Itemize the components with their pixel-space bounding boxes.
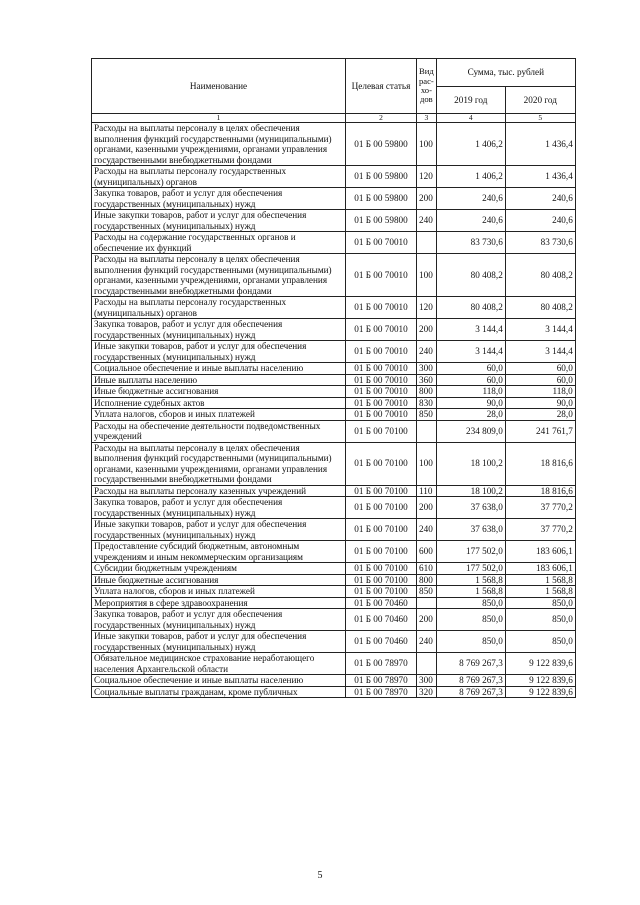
column-index: 2 — [346, 114, 417, 123]
row-name: Обязательное медицинское страхование неработающего населения Архангельской области — [92, 653, 346, 675]
row-amount-2020: 240,6 — [505, 210, 575, 232]
row-amount-2020: 9 122 839,6 — [505, 653, 575, 675]
table-row — [92, 188, 576, 210]
row-vid: 200 — [417, 188, 437, 210]
table-row — [92, 363, 576, 375]
row-amount-2020: 240,6 — [505, 188, 575, 210]
column-index-row — [92, 114, 576, 123]
row-amount-2020: 3 144,4 — [505, 341, 575, 363]
page-number: 5 — [317, 870, 323, 881]
row-amount-2020: 850,0 — [505, 597, 575, 609]
table-row — [92, 519, 576, 541]
table-row — [92, 297, 576, 319]
row-amount-2019: 3 144,4 — [436, 319, 505, 341]
table-row — [92, 574, 576, 586]
row-vid: 100 — [417, 123, 437, 166]
row-amount-2020: 60,0 — [505, 363, 575, 375]
row-amount-2019: 850,0 — [436, 597, 505, 609]
table-row — [92, 232, 576, 254]
row-code: 01 Б 00 70010 — [346, 254, 417, 297]
row-vid — [417, 653, 437, 675]
row-amount-2020: 850,0 — [505, 631, 575, 653]
row-name: Исполнение судебных актов — [92, 397, 346, 409]
row-code: 01 Б 00 59800 — [346, 166, 417, 188]
row-vid: 100 — [417, 254, 437, 297]
row-amount-2019: 8 769 267,3 — [436, 675, 505, 687]
row-code: 01 Б 00 70010 — [346, 363, 417, 375]
row-amount-2019: 240,6 — [436, 210, 505, 232]
row-vid — [417, 420, 437, 442]
row-code: 01 Б 00 70010 — [346, 386, 417, 398]
row-vid — [417, 597, 437, 609]
row-code: 01 Б 00 70010 — [346, 341, 417, 363]
row-code: 01 Б 00 70010 — [346, 409, 417, 421]
table-row — [92, 442, 576, 485]
row-vid: 610 — [417, 563, 437, 575]
row-vid: 320 — [417, 686, 437, 698]
row-amount-2019: 60,0 — [436, 363, 505, 375]
table-row — [92, 631, 576, 653]
row-code: 01 Б 00 70460 — [346, 631, 417, 653]
row-vid: 100 — [417, 442, 437, 485]
row-name: Уплата налогов, сборов и иных платежей — [92, 586, 346, 598]
row-amount-2020: 60,0 — [505, 374, 575, 386]
row-amount-2019: 118,0 — [436, 386, 505, 398]
row-vid: 800 — [417, 386, 437, 398]
row-amount-2019: 240,6 — [436, 188, 505, 210]
row-code: 01 Б 00 70010 — [346, 319, 417, 341]
table-row — [92, 586, 576, 598]
row-amount-2020: 37 770,2 — [505, 519, 575, 541]
row-vid: 200 — [417, 319, 437, 341]
row-vid: 200 — [417, 497, 437, 519]
row-name: Закупка товаров, работ и услуг для обеспечения государственных (муниципальных) нужд — [92, 188, 346, 210]
header-vid: Вид рас-хо-дов — [417, 59, 437, 114]
row-code: 01 Б 00 70100 — [346, 586, 417, 598]
table-row — [92, 541, 576, 563]
row-vid: 800 — [417, 574, 437, 586]
row-vid: 120 — [417, 297, 437, 319]
table-row — [92, 675, 576, 687]
row-code: 01 Б 00 70100 — [346, 563, 417, 575]
table-row — [92, 386, 576, 398]
row-amount-2019: 177 502,0 — [436, 541, 505, 563]
row-vid: 110 — [417, 485, 437, 497]
row-amount-2019: 1 406,2 — [436, 123, 505, 166]
row-code: 01 Б 00 70010 — [346, 374, 417, 386]
row-amount-2020: 83 730,6 — [505, 232, 575, 254]
row-name: Социальное обеспечение и иные выплаты населению — [92, 675, 346, 687]
row-code: 01 Б 00 70100 — [346, 541, 417, 563]
row-name: Иные закупки товаров, работ и услуг для обеспечения государственных (муниципальных) нужд — [92, 210, 346, 232]
row-amount-2019: 8 769 267,3 — [436, 686, 505, 698]
row-amount-2020: 28,0 — [505, 409, 575, 421]
row-amount-2020: 37 770,2 — [505, 497, 575, 519]
row-amount-2019: 18 100,2 — [436, 485, 505, 497]
table-row — [92, 123, 576, 166]
row-code: 01 Б 00 70010 — [346, 297, 417, 319]
row-amount-2020: 850,0 — [505, 609, 575, 631]
table-row — [92, 397, 576, 409]
header-year-2020: 2020 год — [505, 87, 575, 114]
row-name: Социальное обеспечение и иные выплаты населению — [92, 363, 346, 375]
row-amount-2019: 60,0 — [436, 374, 505, 386]
header-code: Целевая статья — [346, 59, 417, 114]
table-row — [92, 609, 576, 631]
row-amount-2020: 1 436,4 — [505, 123, 575, 166]
row-amount-2020: 183 606,1 — [505, 541, 575, 563]
header-year-2019: 2019 год — [436, 87, 505, 114]
row-name: Закупка товаров, работ и услуг для обеспечения государственных (муниципальных) нужд — [92, 497, 346, 519]
row-amount-2020: 118,0 — [505, 386, 575, 398]
row-amount-2020: 90,0 — [505, 397, 575, 409]
row-amount-2019: 850,0 — [436, 631, 505, 653]
row-name: Закупка товаров, работ и услуг для обеспечения государственных (муниципальных) нужд — [92, 609, 346, 631]
row-vid: 240 — [417, 210, 437, 232]
row-code: 01 Б 00 59800 — [346, 210, 417, 232]
row-amount-2019: 28,0 — [436, 409, 505, 421]
row-name: Уплата налогов, сборов и иных платежей — [92, 409, 346, 421]
row-amount-2020: 18 816,6 — [505, 485, 575, 497]
row-code: 01 Б 00 70100 — [346, 574, 417, 586]
column-index: 4 — [436, 114, 505, 123]
row-name: Иные бюджетные ассигнования — [92, 386, 346, 398]
row-code: 01 Б 00 78970 — [346, 675, 417, 687]
table-row — [92, 485, 576, 497]
row-vid: 240 — [417, 341, 437, 363]
row-amount-2019: 1 568,8 — [436, 586, 505, 598]
row-vid: 120 — [417, 166, 437, 188]
table-row — [92, 166, 576, 188]
row-amount-2020: 1 568,8 — [505, 586, 575, 598]
table-row — [92, 597, 576, 609]
row-vid: 850 — [417, 409, 437, 421]
row-code: 01 Б 00 70100 — [346, 420, 417, 442]
row-code: 01 Б 00 78970 — [346, 653, 417, 675]
table-header — [92, 59, 576, 123]
row-amount-2020: 80 408,2 — [505, 297, 575, 319]
row-amount-2020: 241 761,7 — [505, 420, 575, 442]
row-code: 01 Б 00 70100 — [346, 442, 417, 485]
row-code: 01 Б 00 78970 — [346, 686, 417, 698]
row-vid — [417, 232, 437, 254]
header-sum: Сумма, тыс. рублей — [436, 59, 575, 87]
table-row — [92, 497, 576, 519]
row-code: 01 Б 00 70100 — [346, 497, 417, 519]
row-name: Расходы на выплаты персоналу в целях обеспечения выполнения функций государственными (муниципальными) органами, казенными учреждениями, органами управления государственными внебюджетными фондами — [92, 123, 346, 166]
row-vid: 300 — [417, 363, 437, 375]
row-name: Расходы на выплаты персоналу государственных (муниципальных) органов — [92, 297, 346, 319]
row-code: 01 Б 00 59800 — [346, 188, 417, 210]
row-amount-2019: 90,0 — [436, 397, 505, 409]
budget-table — [91, 58, 576, 698]
row-name: Иные закупки товаров, работ и услуг для обеспечения государственных (муниципальных) нужд — [92, 341, 346, 363]
row-amount-2019: 234 809,0 — [436, 420, 505, 442]
row-name: Иные бюджетные ассигнования — [92, 574, 346, 586]
row-amount-2020: 183 606,1 — [505, 563, 575, 575]
row-amount-2020: 18 816,6 — [505, 442, 575, 485]
row-name: Иные закупки товаров, работ и услуг для обеспечения государственных (муниципальных) нужд — [92, 519, 346, 541]
table-row — [92, 341, 576, 363]
row-name: Расходы на выплаты персоналу государственных (муниципальных) органов — [92, 166, 346, 188]
table-row — [92, 374, 576, 386]
row-name: Расходы на содержание государственных органов и обеспечение их функций — [92, 232, 346, 254]
row-amount-2020: 80 408,2 — [505, 254, 575, 297]
row-name: Мероприятия в сфере здравоохранения — [92, 597, 346, 609]
table-row — [92, 563, 576, 575]
row-amount-2019: 37 638,0 — [436, 519, 505, 541]
row-vid: 300 — [417, 675, 437, 687]
row-name: Закупка товаров, работ и услуг для обеспечения государственных (муниципальных) нужд — [92, 319, 346, 341]
column-index: 1 — [92, 114, 346, 123]
row-amount-2019: 3 144,4 — [436, 341, 505, 363]
row-code: 01 Б 00 59800 — [346, 123, 417, 166]
row-amount-2020: 3 144,4 — [505, 319, 575, 341]
row-code: 01 Б 00 70100 — [346, 485, 417, 497]
row-amount-2019: 8 769 267,3 — [436, 653, 505, 675]
row-vid: 600 — [417, 541, 437, 563]
table-row — [92, 420, 576, 442]
row-name: Иные закупки товаров, работ и услуг для обеспечения государственных (муниципальных) нужд — [92, 631, 346, 653]
row-amount-2019: 1 568,8 — [436, 574, 505, 586]
row-vid: 240 — [417, 631, 437, 653]
row-amount-2019: 37 638,0 — [436, 497, 505, 519]
row-name: Расходы на выплаты персоналу казенных учреждений — [92, 485, 346, 497]
row-name: Расходы на выплаты персоналу в целях обеспечения выполнения функций государственными (муниципальными) органами, казенными учреждениями, органами управления государственными внебюджетными фондами — [92, 442, 346, 485]
row-vid: 850 — [417, 586, 437, 598]
row-name: Социальные выплаты гражданам, кроме публичных — [92, 686, 346, 698]
table-row — [92, 686, 576, 698]
row-amount-2019: 80 408,2 — [436, 297, 505, 319]
row-amount-2019: 1 406,2 — [436, 166, 505, 188]
column-index: 3 — [417, 114, 437, 123]
table-body — [92, 123, 576, 698]
table-row — [92, 409, 576, 421]
table-row — [92, 653, 576, 675]
row-vid: 830 — [417, 397, 437, 409]
table-row — [92, 319, 576, 341]
row-name: Субсидии бюджетным учреждениям — [92, 563, 346, 575]
row-amount-2020: 1 436,4 — [505, 166, 575, 188]
row-amount-2020: 9 122 839,6 — [505, 686, 575, 698]
row-name: Расходы на обеспечение деятельности подведомственных учреждений — [92, 420, 346, 442]
table-row — [92, 210, 576, 232]
row-code: 01 Б 00 70460 — [346, 609, 417, 631]
row-amount-2019: 177 502,0 — [436, 563, 505, 575]
row-amount-2020: 9 122 839,6 — [505, 675, 575, 687]
row-vid: 240 — [417, 519, 437, 541]
row-name: Иные выплаты населению — [92, 374, 346, 386]
row-code: 01 Б 00 70460 — [346, 597, 417, 609]
row-amount-2019: 80 408,2 — [436, 254, 505, 297]
row-amount-2020: 1 568,8 — [505, 574, 575, 586]
row-code: 01 Б 00 70100 — [346, 519, 417, 541]
row-vid: 360 — [417, 374, 437, 386]
row-code: 01 Б 00 70010 — [346, 232, 417, 254]
row-amount-2019: 18 100,2 — [436, 442, 505, 485]
header-name: Наименование — [92, 59, 346, 114]
row-name: Предоставление субсидий бюджетным, автономным учреждениям и иным некоммерческим организациям — [92, 541, 346, 563]
column-index: 5 — [505, 114, 575, 123]
row-vid: 200 — [417, 609, 437, 631]
row-amount-2019: 83 730,6 — [436, 232, 505, 254]
row-name: Расходы на выплаты персоналу в целях обеспечения выполнения функций государственными (муниципальными) органами, казенными учреждениями, органами управления государственными внебюджетными фондами — [92, 254, 346, 297]
row-code: 01 Б 00 70010 — [346, 397, 417, 409]
table-row — [92, 254, 576, 297]
row-amount-2019: 850,0 — [436, 609, 505, 631]
